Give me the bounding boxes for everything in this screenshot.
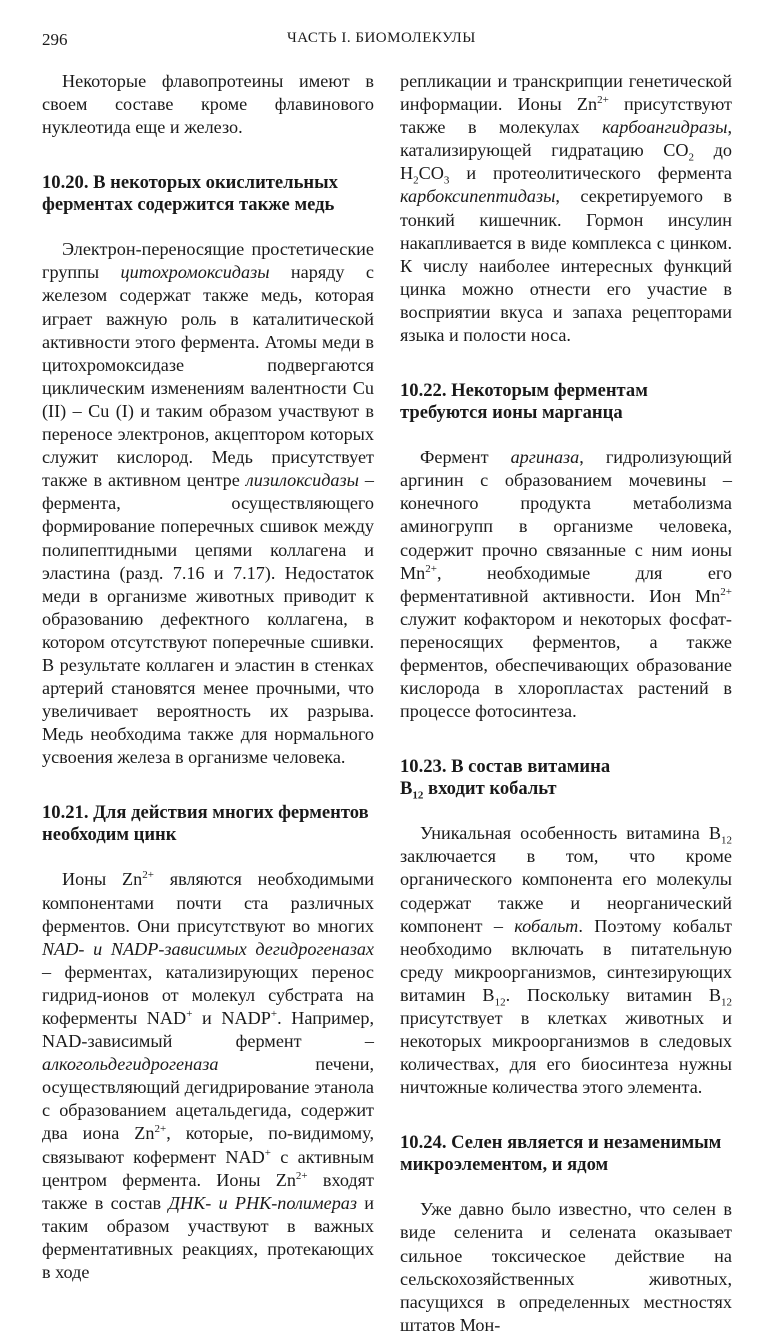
enzyme-term: карбоангидразы: [602, 117, 728, 138]
section-10-21-heading: 10.21. Для действия многих ферментов необходим цинк: [42, 802, 369, 845]
page-header: [42, 30, 735, 54]
enzyme-term: лизилоксидазы: [245, 470, 359, 491]
section-10-21-paragraph: Ионы $Zn^{2+}$ являются необходимыми компонентами почти ста различных ферментов. Они присутствуют во многих NAD- и NADP-зависимых дегидрогеназах – ферментах, катализирующих перенос гидрид-ионов от молекул субстрата на коферменты NAD+ и NADP+. Например, NAD-зависимый фермент – алкогольдегидрогеназа печени, осуществляющий дегидрирование этанола с образованием ацетальдегида, содержит два иона $Zn^{2+}$, которые, по-видимому, связывают кофермент NAD+ с активным центром фермента. Ионы $Zn^{2+}$ входят также в состав ДНК- и РНК-полимераз и таким образом участвуют в важных ферментативных реакциях, протекающих в ходе: [42, 869, 374, 1283]
enzyme-term: карбоксипептидазы: [400, 186, 556, 207]
section-10-23-heading: 10.23. В состав витамина $B_{12}$ входит кобальт: [400, 756, 611, 802]
section-10-20-paragraph: Электрон-переносящие простетические группы цитохромоксидазы наряду с железом содержат также медь, которая играет важную роль в каталитической активности этого фермента. Атомы меди в цитохромоксидазе подвергаются циклическим изменениям валентности Cu (II) – Cu (I) и таким образом участвуют в переносе электронов, акцептором которых служит кислород. Медь присутствует также в активном центре лизилоксидазы – фермента, осуществляющего формирование поперечных сшивок между полипептидными цепями коллагена и эластина (разд. 7.16 и 7.17). Недостаток меди в организме животных приводит к образованию дефектного коллагена, в котором отсутствуют поперечные сшивки. В результате коллаген и эластин в стенках артерий становятся менее прочными, что увеличивает вероятность их разрыва. Медь необходима также для нормального усвоения железа в организме человека.: [42, 239, 375, 768]
section-10-22-paragraph: Фермент аргиназа, гидролизующий аргинин с образованием мочевины – конечного продукта метаболизма аминогрупп в организме человека, содержит прочно связанные с ним ионы $Mn^{2+}$, необходимые для его ферментативной активности. Ион $Mn^{2+}$ служит кофактором и некоторых фосфат-переносящих ферментов, а также ферментов, обеспечивающих образование кислорода в хлоропластах растений в процессе фотосинтеза.: [400, 447, 732, 722]
enzyme-term: ДНК- и РНК-полимераз: [168, 1192, 357, 1213]
enzyme-term: цитохромоксидазы: [120, 262, 270, 283]
section-10-24-paragraph: Уже давно было известно, что селен в виде селенита и селената оказывает сильное токсическое действие на сельскохозяйственных животных, пасущихся в определенных местностях штатов Мон-: [400, 1199, 732, 1335]
continued-paragraph: репликации и транскрипции генетической информации. Ионы $Zn^{2+}$ присутствуют также в молекулах карбоангидразы, катализирующей гидратацию $CO_2$ до $H_2CO_3$ и протеолитического фермента карбоксипептидазы, секретируемого в тонкий кишечник. Гормон инсулин накапливается в виде комплекса с цинком. К числу наиболее интересных функций цинка можно отнести его участие в восприятии вкуса и запаха рецепторами языка и полости носа.: [400, 71, 732, 346]
intro-paragraph: Некоторые флавопротеины имеют в своем составе кроме флавинового нуклеотида еще и железо.: [42, 71, 374, 138]
section-10-24-heading: 10.24. Селен является и незаменимым микроэлементом, и ядом: [400, 1132, 722, 1175]
enzyme-term: NAD- и NADP-зависимых дегидрогеназах: [42, 938, 374, 959]
running-title: ЧАСТЬ I. БИОМОЛЕКУЛЫ: [287, 30, 476, 46]
enzyme-term: аргиназа: [510, 447, 580, 468]
element-term: кобальт: [514, 915, 579, 936]
section-10-22-heading: 10.22. Некоторым ферментам требуются ионы марганца: [400, 380, 648, 423]
right-column: [400, 70, 732, 1337]
section-10-23-paragraph: Уникальная особенность витамина $B_{12}$ заключается в том, что кроме органического компонента его молекулы содержат также и неорганический компонент – кобальт. Поэтому кобальт необходимо включать в питательную среду микроорганизмов, синтезирующих витамин $B_{12}$. Поскольку витамин $B_{12}$ присутствует в клетках животных и некоторых микроорганизмов в следовых количествах, для его биосинтеза нужны ничтожные количества этого элемента.: [400, 823, 733, 1098]
enzyme-term: алкогольдегидрогеназа: [42, 1054, 219, 1075]
left-column: [42, 70, 374, 1284]
section-10-20-heading: 10.20. В некоторых окислительных ферментах содержится также медь: [42, 172, 338, 215]
page-number: 296: [42, 30, 68, 49]
